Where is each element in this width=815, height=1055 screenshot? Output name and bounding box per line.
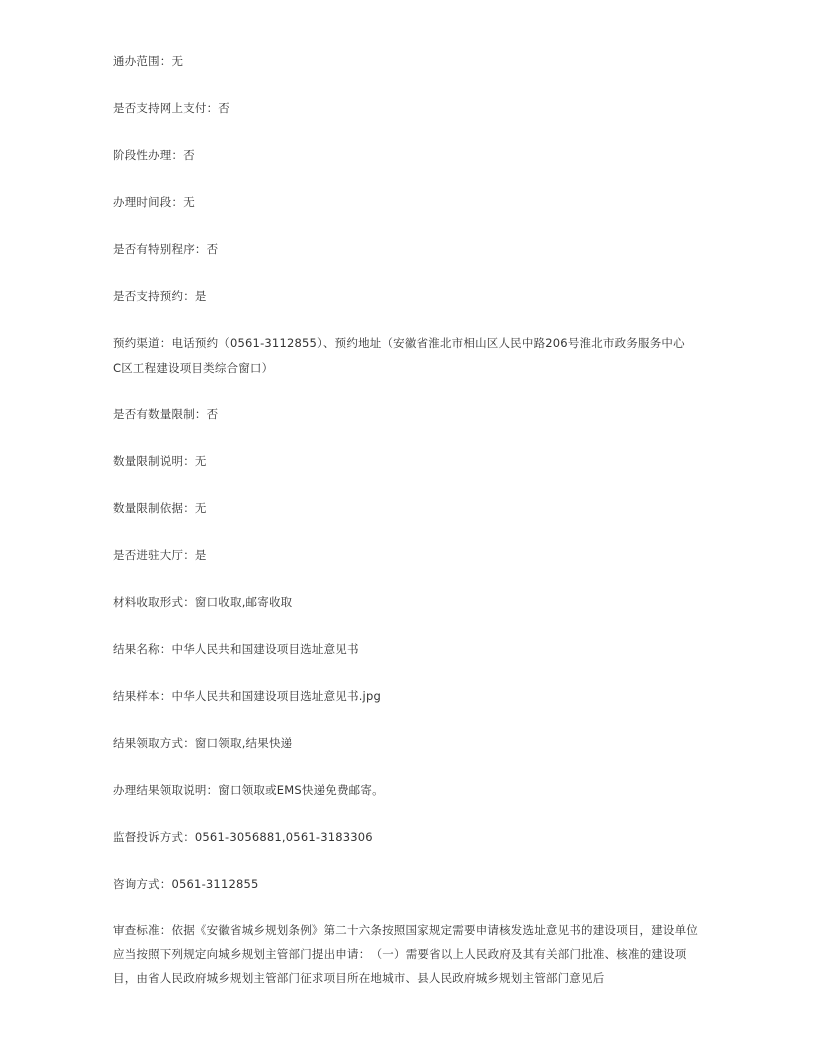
item-supervision-contact: 监督投诉方式：0561-3056881,0561-3183306	[113, 830, 373, 844]
item-quantity-limit: 是否有数量限制：否	[113, 407, 219, 421]
item-appointment-channel-cont: C区工程建设项目类综合窗口）	[113, 361, 274, 375]
item-consultation-contact: 咨询方式：0561-3112855	[113, 877, 259, 891]
item-result-sample: 结果样本：中华人民共和国建设项目选址意见书.jpg	[113, 689, 381, 703]
item-special-procedure: 是否有特别程序：否	[113, 242, 219, 256]
item-material-collection: 材料收取形式：窗口收取,邮寄收取	[113, 595, 293, 609]
item-online-payment: 是否支持网上支付：否	[113, 101, 230, 115]
item-quantity-limit-basis: 数量限制依据：无	[113, 501, 207, 515]
item-processing-period: 办理时间段：无	[113, 195, 195, 209]
item-quantity-limit-desc: 数量限制说明：无	[113, 454, 207, 468]
item-result-pickup-note: 办理结果领取说明：窗口领取或EMS快递免费邮寄。	[113, 783, 384, 797]
item-scope: 通办范围：无	[113, 54, 184, 68]
item-appointment-support: 是否支持预约：是	[113, 289, 207, 303]
item-in-hall: 是否进驻大厅：是	[113, 548, 207, 562]
review-standard-paragraph: 审查标准：依据《安徽省城乡规划条例》第二十六条按照国家规定需要申请核发选址意见书的建设项目，建设单位应当按照下列规定向城乡规划主管部门提出申请： （一）需要省以上人民政府及其有关部门批准、核准的建设项目，由省人民政府城乡规划主管部门征求项目所在地城市、县人民政府城乡规划主管部门意见后	[113, 923, 698, 985]
item-appointment-channel: 预约渠道：电话预约（0561-3112855）、预约地址（安徽省淮北市相山区人民中路206号淮北市政务服务中心	[113, 336, 685, 350]
item-result-pickup: 结果领取方式：窗口领取,结果快递	[113, 736, 293, 750]
item-result-name: 结果名称：中华人民共和国建设项目选址意见书	[113, 642, 359, 656]
item-staged-processing: 阶段性办理：否	[113, 148, 195, 162]
